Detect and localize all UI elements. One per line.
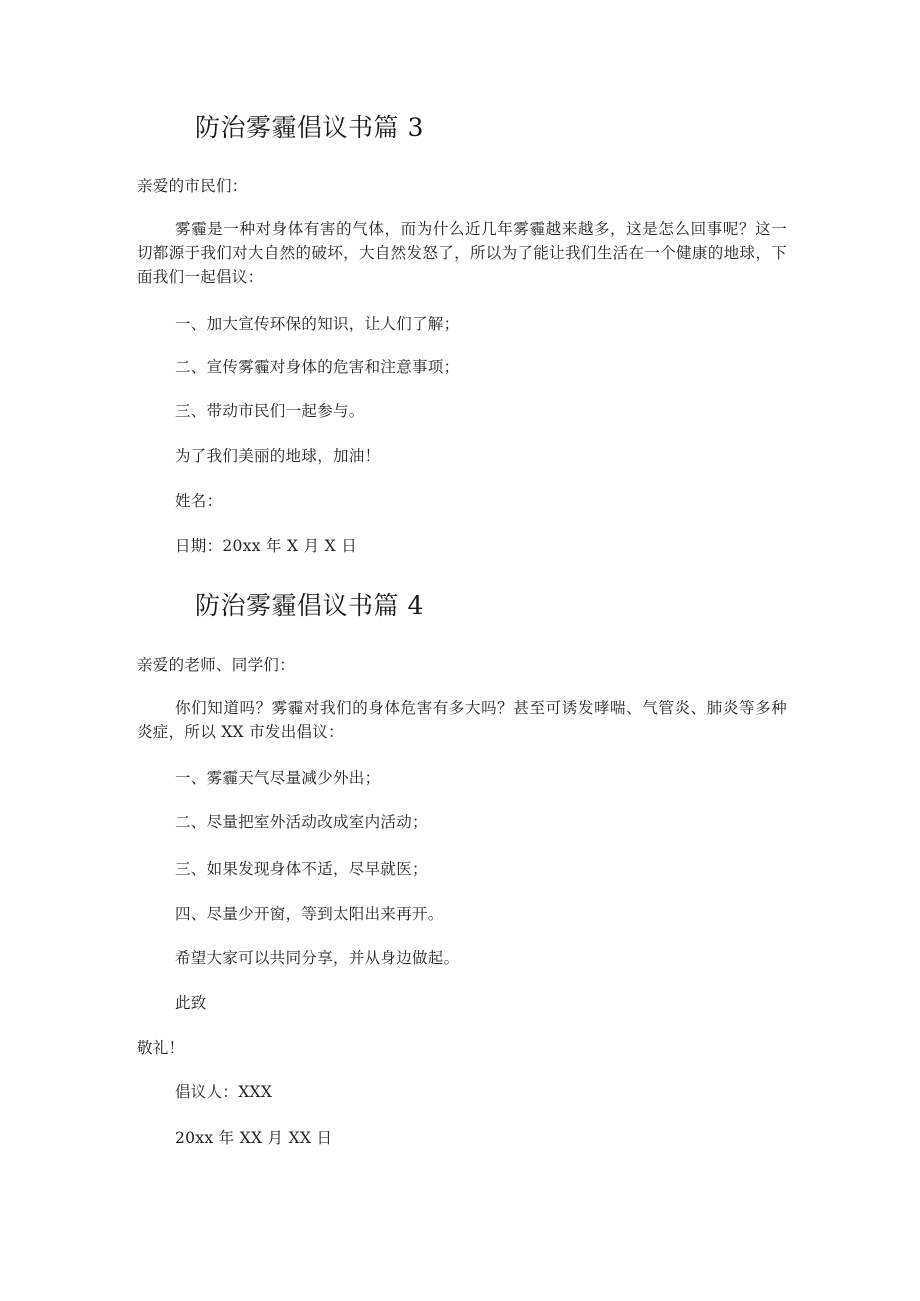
section3-item-3: 三、带动市民们一起参与。 [175,402,365,420]
section4-salutation-1: 此致 [175,994,207,1012]
section4-title: 防治雾霾倡议书篇 4 [195,591,424,620]
section4-closing: 希望大家可以共同分享，并从身边做起。 [175,949,460,967]
section4-intro: 你们知道吗？雾霾对我们的身体危害有多大吗？甚至可诱发哮喘、气管炎、肺炎等多种炎症，所以 XX 市发出倡议： [137,699,787,741]
section3-item-2: 二、宣传雾霾对身体的危害和注意事项； [175,358,460,376]
section4-greeting: 亲爱的老师、同学们： [137,656,296,674]
section3-intro: 雾霾是一种对身体有害的气体，而为什么近几年雾霾越来越多，这是怎么回事呢？这一切都源于我们对大自然的破坏，大自然发怒了，所以为了能让我们生活在一个健康的地球，下面我们一起倡议： [137,220,787,286]
section4-item-2: 二、尽量把室外活动改成室内活动； [175,813,428,831]
section3-item-1: 一、加大宣传环保的知识，让人们了解； [175,315,460,333]
section4-item-4: 四、尽量少开窗，等到太阳出来再开。 [175,905,444,923]
section4-date-line: 20xx 年 XX 月 XX 日 [175,1129,333,1147]
section3-date-line: 日期：20xx 年 X 月 X 日 [175,537,358,555]
section3-greeting: 亲爱的市民们： [137,177,248,195]
section4-salutation-2: 敬礼！ [137,1039,185,1057]
section4-item-1: 一、雾霾天气尽量减少外出； [175,769,381,787]
section3-title: 防治雾霾倡议书篇 3 [195,113,424,142]
section4-item-3: 三、如果发现身体不适，尽早就医； [175,860,428,878]
section3-closing: 为了我们美丽的地球，加油！ [175,447,381,465]
section3-name-line: 姓名： [175,492,223,510]
section4-signer: 倡议人：XXX [175,1083,273,1101]
